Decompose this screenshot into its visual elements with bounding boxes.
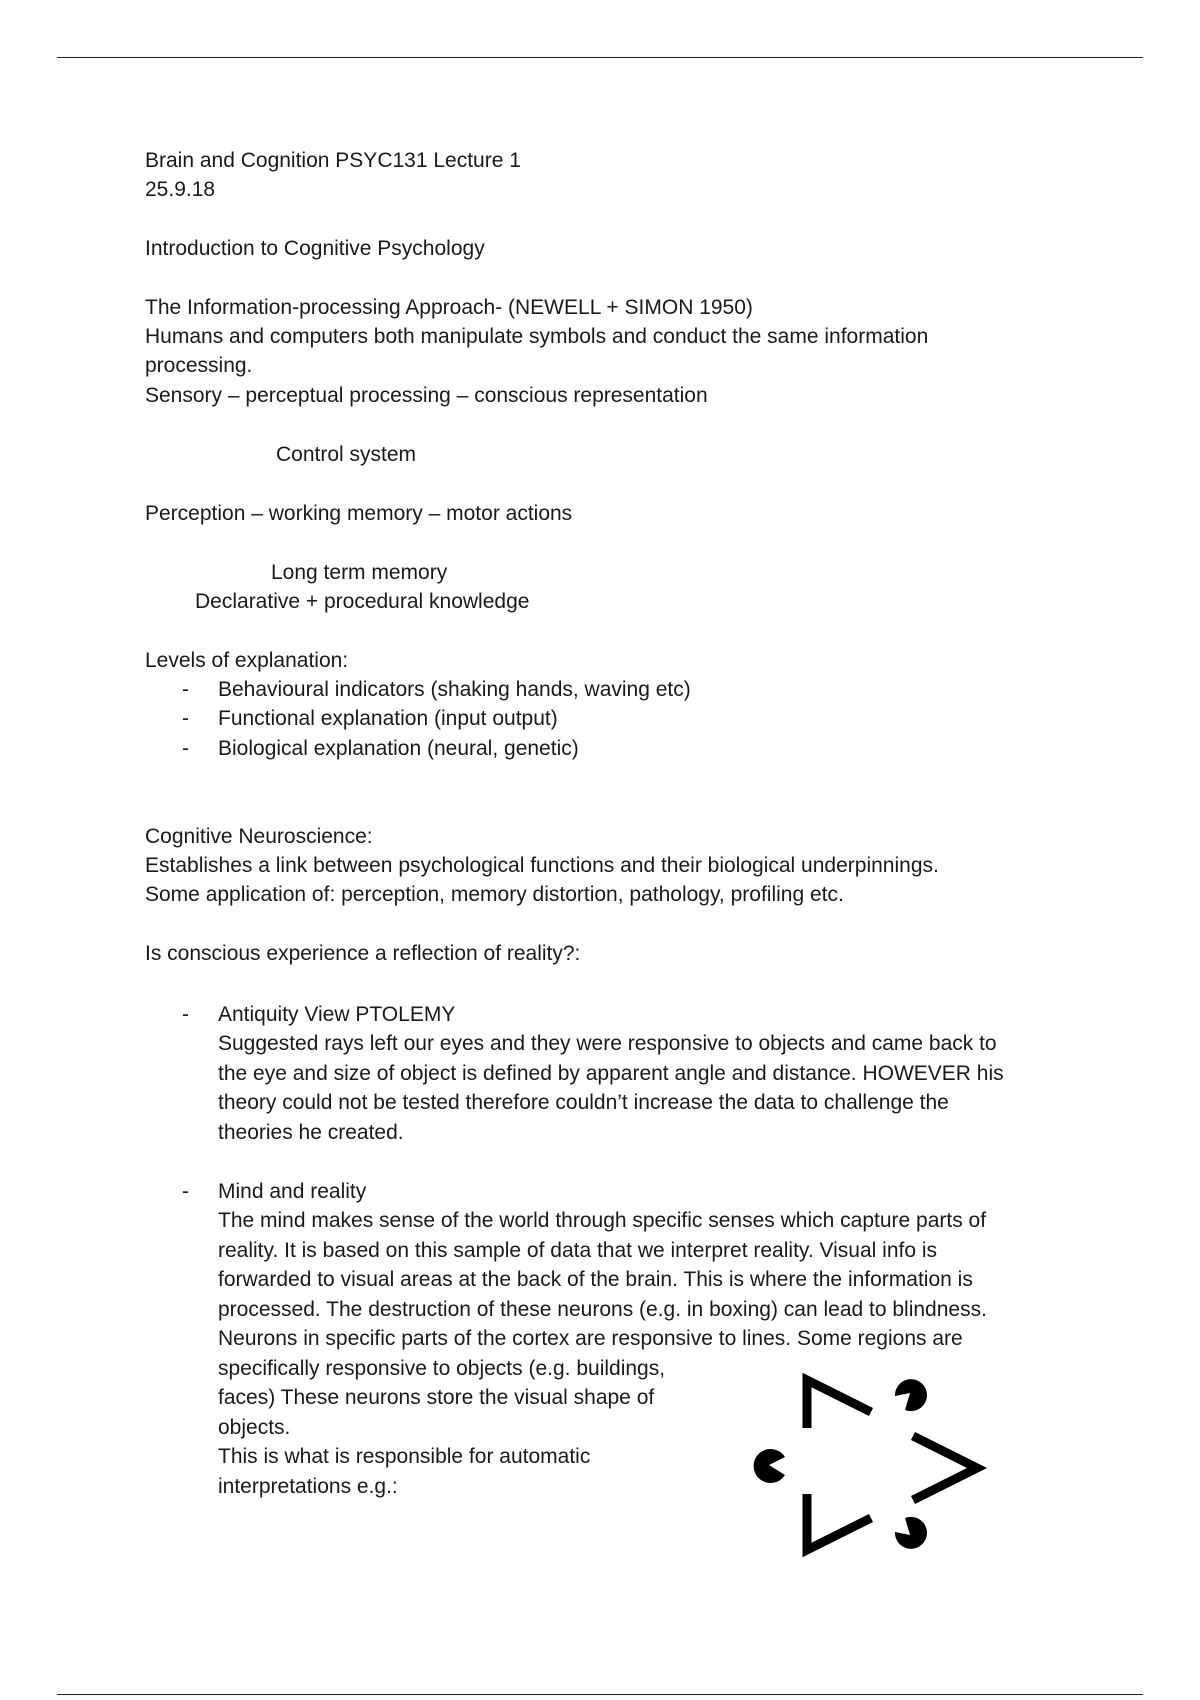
levels-heading: Levels of explanation:: [145, 649, 349, 672]
neuroscience-line-1: Establishes a link between psychological functions and their biological underpinnings.: [145, 854, 939, 877]
bullet-dash: -: [182, 707, 189, 730]
levels-item-functional: Functional explanation (input output): [218, 707, 558, 730]
top-rule: [57, 57, 1143, 58]
info-processing-line-2: processing.: [145, 354, 253, 377]
bottom-rule: [57, 1694, 1143, 1695]
mind-line: reality. It is based on this sample of data that we interpret reality. Visual info is: [218, 1238, 938, 1262]
info-processing-line-1: Humans and computers both manipulate symbols and conduct the same information: [145, 325, 929, 348]
long-term-memory-label: Long term memory: [271, 561, 448, 584]
antiquity-title: Antiquity View PTOLEMY: [218, 1003, 456, 1026]
perception-sequence: Perception – working memory – motor actions: [145, 502, 573, 525]
mind-line: specifically responsive to objects (e.g. buildings,: [218, 1356, 666, 1380]
figure-chevron-bottom: [807, 1494, 871, 1550]
mind-reality-title: Mind and reality: [218, 1180, 367, 1203]
bullet-dash: -: [182, 678, 189, 701]
reality-question: Is conscious experience a reflection of reality?:: [145, 942, 581, 965]
mind-line: This is what is responsible for automatic: [218, 1445, 591, 1468]
mind-line: objects.: [218, 1415, 291, 1439]
levels-item-biological: Biological explanation (neural, genetic): [218, 737, 579, 760]
antiquity-line: theories he created.: [218, 1120, 404, 1144]
bullet-dash: -: [182, 737, 189, 760]
mind-line: The mind makes sense of the world through specific senses which capture parts of: [218, 1209, 987, 1232]
knowledge-label: Declarative + procedural knowledge: [195, 590, 530, 613]
mind-line: Neurons in specific parts of the cortex are responsive to lines. Some regions are: [218, 1327, 963, 1350]
figure-chevron-right: [913, 1436, 977, 1500]
antiquity-line: the eye and size of object is defined by apparent angle and distance. HOWEVER his: [218, 1061, 1004, 1085]
bullet-dash: -: [182, 1180, 189, 1203]
figure-chevron-top: [807, 1380, 871, 1428]
mind-line: interpretations e.g.:: [218, 1474, 398, 1498]
levels-item-behavioural: Behavioural indicators (shaking hands, waving etc): [218, 678, 691, 701]
info-processing-heading: The Information-processing Approach- (NEWELL + SIMON 1950): [145, 296, 753, 319]
bullet-dash: -: [182, 1003, 189, 1026]
mind-line: forwarded to visual areas at the back of the brain. This is where the information is: [218, 1268, 973, 1291]
document-date: 25.9.18: [145, 178, 216, 201]
sensory-sequence: Sensory – perceptual processing – conscious representation: [145, 384, 708, 407]
neuroscience-heading: Cognitive Neuroscience:: [145, 825, 373, 848]
figure-pacman-left: [754, 1449, 785, 1483]
mind-line: processed. The destruction of these neurons (e.g. in boxing) can lead to blindness.: [218, 1297, 987, 1321]
mind-line: faces) These neurons store the visual shape of: [218, 1386, 655, 1409]
antiquity-paragraph: [218, 1029, 1118, 1147]
antiquity-line: theory could not be tested therefore couldn’t increase the data to challenge the: [218, 1091, 949, 1114]
document-title: Brain and Cognition PSYC131 Lecture 1: [145, 149, 521, 172]
control-system-label: Control system: [276, 443, 417, 466]
figure-pacman-bottom: [895, 1517, 927, 1549]
figure-pacman-top: [895, 1379, 927, 1411]
intro-heading: Introduction to Cognitive Psychology: [145, 237, 485, 260]
neuroscience-line-2: Some application of: perception, memory distortion, pathology, profiling etc.: [145, 883, 844, 906]
kanizsa-triangle-figure: [745, 1368, 1005, 1560]
antiquity-line: Suggested rays left our eyes and they were responsive to objects and came back to: [218, 1032, 997, 1055]
